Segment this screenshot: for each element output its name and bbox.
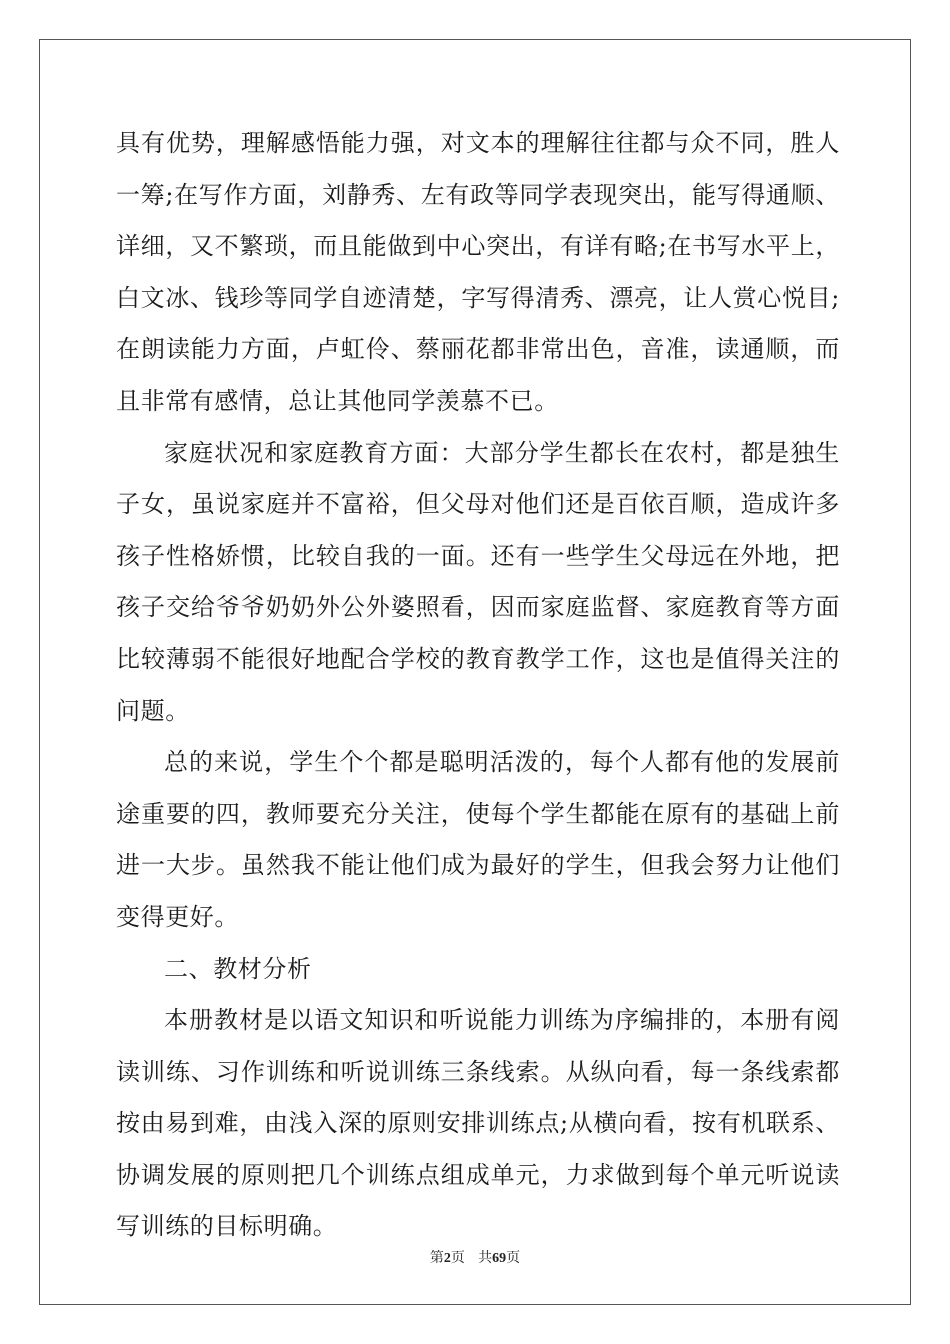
document-body [116,118,840,1253]
paragraph-student-strengths: 具有优势，理解感悟能力强，对文本的理解往往都与众不同，胜人一筹;在写作方面，刘静秀、左有政等同学表现突出，能写得通顺、详细，又不繁琐，而且能做到中心突出，有详有略;在书写水平上，白文冰、钱珍等同学自迹清楚，字写得清秀、漂亮，让人赏心悦目;在朗读能力方面，卢虹伶、蔡丽花都非常出色，音准，读通顺，而且非常有感情，总让其他同学羡慕不已。 [116,129,840,415]
paragraph-family-education: 家庭状况和家庭教育方面：大部分学生都长在农村，都是独生子女，虽说家庭并不富裕，但父母对他们还是百依百顺，造成许多孩子性格娇惯，比较自我的一面。还有一些学生父母远在外地，把孩子交给爷爷奶奶外公外婆照看，因而家庭监督、家庭教育等方面比较薄弱不能很好地配合学校的教育教学工作，这也是值得关注的问题。 [116,438,840,725]
footer-total-prefix: 共 [478,1250,493,1266]
footer-page-prefix: 第 [429,1250,444,1266]
footer-total-pages: 69 [492,1251,507,1266]
paragraph-textbook-analysis: 本册教材是以语文知识和听说能力训练为序编排的，本册有阅读训练、习作训练和听说训练三条线索。从纵向看，每一条线索都按由易到难，由浅入深的原则安排训练点;从横向看，按有机联系、协调发展的原则把几个训练点组成单元，力求做到每个单元听说读写训练的目标明确。 [116,1006,840,1241]
footer-page-suffix: 页 [450,1250,465,1266]
section-heading-textbook-analysis: 二、教材分析 [164,954,312,983]
paragraph-summary: 总的来说，学生个个都是聪明活泼的，每个人都有他的发展前途重要的四，教师要充分关注，使每个学生都能在原有的基础上前进一大步。虽然我不能让他们成为最好的学生，但我会努力让他们变得更好。 [116,748,840,931]
page-footer [0,1247,950,1267]
footer-page-number: 2 [443,1251,451,1266]
footer-total-suffix: 页 [506,1250,521,1266]
